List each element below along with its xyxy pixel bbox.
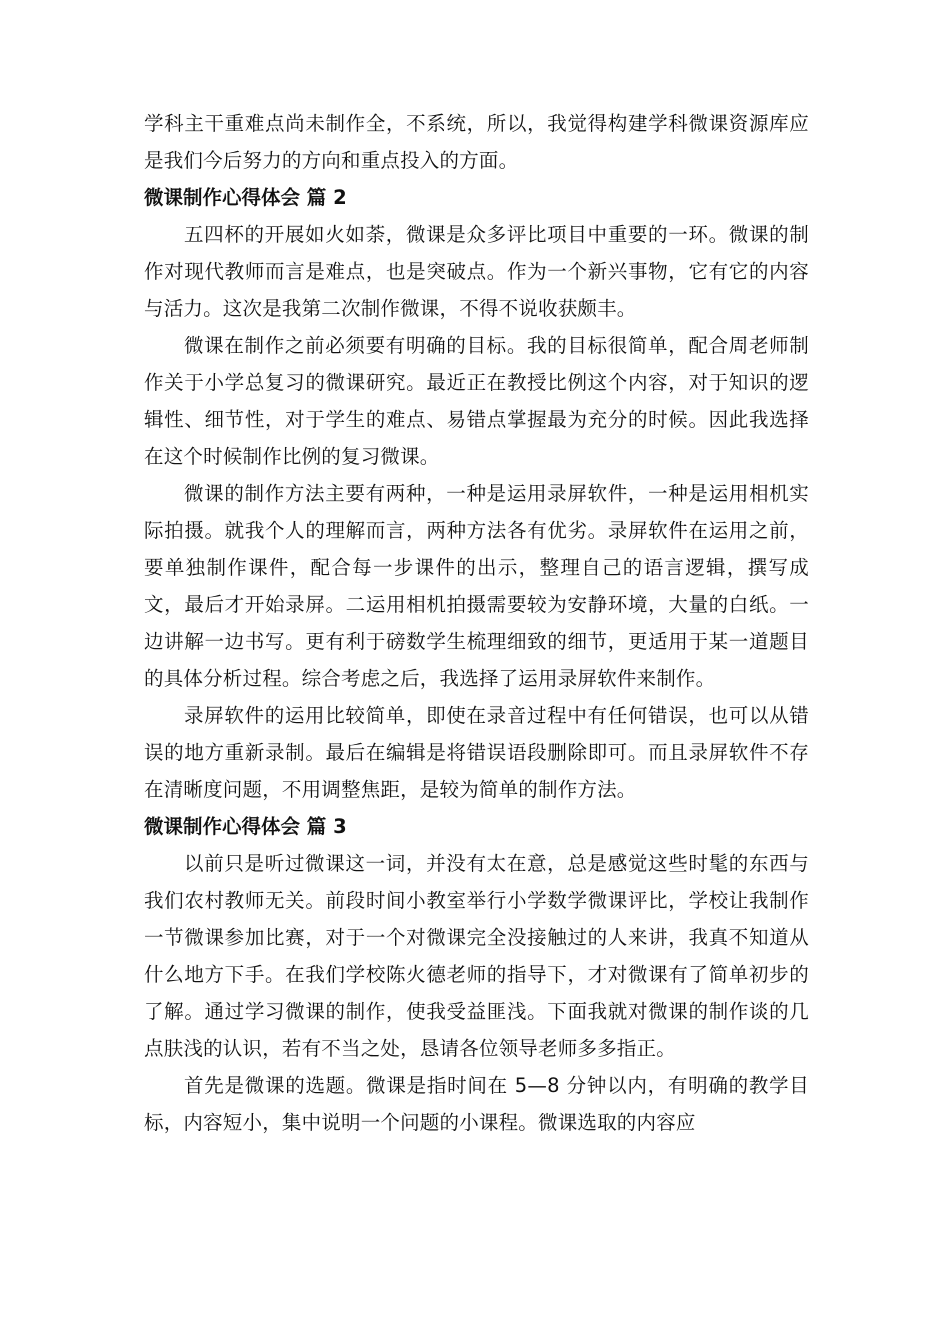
paragraph: 首先是微课的选题。微课是指时间在 5—8 分钟以内，有明确的教学目标，内容短小，集中说明一个问题的小课程。微课选取的内容应 bbox=[144, 1074, 809, 1134]
paragraph: 五四杯的开展如火如荼，微课是众多评比项目中重要的一环。微课的制作对现代教师而言是难点，也是突破点。作为一个新兴事物，它有它的内容与活力。这次是我第二次制作微课，不得不说收获颇丰。 bbox=[144, 223, 809, 320]
paragraph: 以前只是听过微课这一词，并没有太在意，总是感觉这些时髦的东西与我们农村教师无关。前段时间小教室举行小学数学微课评比，学校让我制作一节微课参加比赛，对于一个对微课完全没接触过的人来讲，我真不知道从什么地方下手。在我们学校陈火德老师的指导下，才对微课有了简单初步的了解。通过学习微课的制作，使我受益匪浅。下面我就对微课的制作谈的几点肤浅的认识，若有不当之处，恳请各位领导老师多多指正。 bbox=[144, 852, 809, 1060]
paragraph-continuation: 学科主干重难点尚未制作全，不系统，所以，我觉得构建学科微课资源库应是我们今后努力的方向和重点投入的方面。 bbox=[144, 112, 809, 172]
paragraph: 微课的制作方法主要有两种，一种是运用录屏软件，一种是运用相机实际拍摄。就我个人的理解而言，两种方法各有优劣。录屏软件在运用之前，要单独制作课件，配合每一步课件的出示，整理自己的语言逻辑，撰写成文，最后才开始录屏。二运用相机拍摄需要较为安静环境，大量的白纸。一边讲解一边书写。更有利于磅数学生梳理细致的细节，更适用于某一道题目的具体分析过程。综合考虑之后，我选择了运用录屏软件来制作。 bbox=[144, 482, 809, 690]
section-heading-3: 微课制作心得体会 篇 3 bbox=[144, 815, 347, 838]
document-page bbox=[144, 105, 809, 1141]
paragraph: 微课在制作之前必须要有明确的目标。我的目标很简单，配合周老师制作关于小学总复习的微课研究。最近正在教授比例这个内容，对于知识的逻辑性、细节性，对于学生的难点、易错点掌握最为充分的时候。因此我选择在这个时候制作比例的复习微课。 bbox=[144, 334, 809, 468]
paragraph: 录屏软件的运用比较简单，即使在录音过程中有任何错误，也可以从错误的地方重新录制。最后在编辑是将错误语段删除即可。而且录屏软件不存在清晰度问题，不用调整焦距，是较为简单的制作方法。 bbox=[144, 704, 809, 801]
section-heading-2: 微课制作心得体会 篇 2 bbox=[144, 186, 347, 209]
